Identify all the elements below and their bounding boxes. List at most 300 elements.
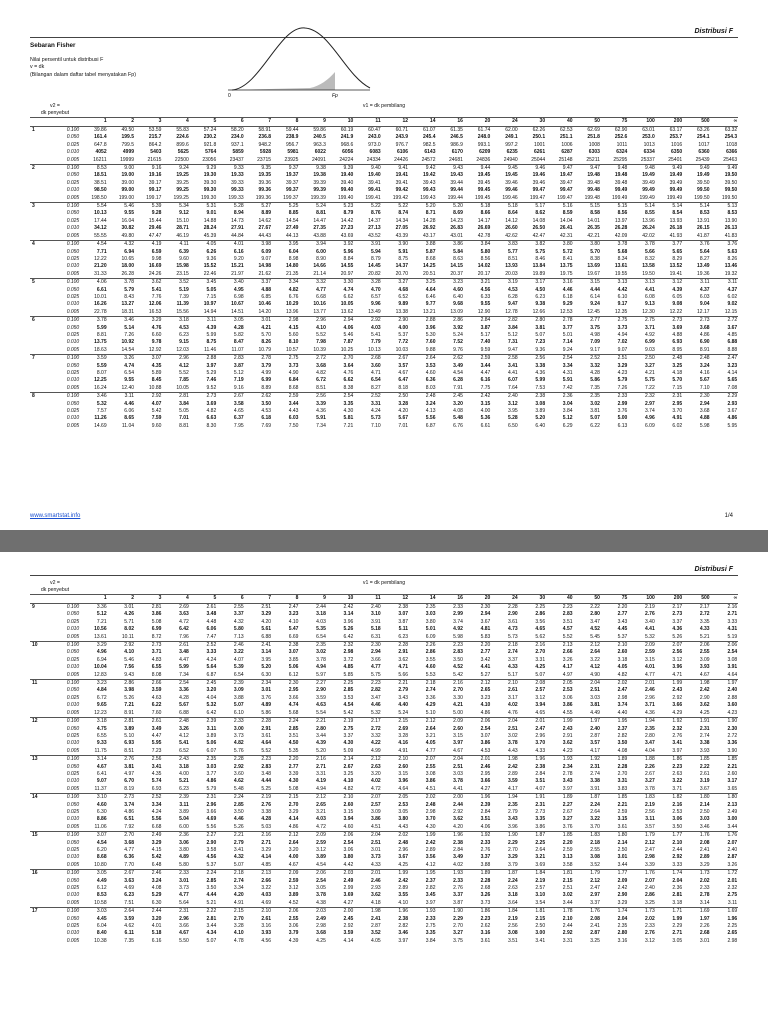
f-value: 10.25 [340, 346, 354, 353]
f-value: 2.22 [699, 763, 710, 770]
f-value: 3.10 [535, 892, 546, 899]
f-value: 62.26 [532, 127, 546, 133]
f-value: 2.40 [727, 847, 738, 853]
f-value: 13.84 [532, 263, 546, 270]
f-value: 3.62 [370, 892, 381, 899]
f-value: 2.69 [179, 604, 189, 610]
p-value: 0.050 [66, 210, 80, 217]
curve-zero-label: 0 [228, 93, 231, 99]
f-value: 799.5 [121, 141, 135, 148]
f-value: 3.49 [453, 362, 463, 369]
f-value: 10.03 [395, 346, 409, 353]
f-value: 38.51 [94, 179, 107, 186]
f-value: 23715 [257, 156, 272, 163]
f-value: 10.79 [258, 346, 272, 353]
f-value: 5.29 [206, 370, 217, 376]
f-value: 7.85 [179, 377, 189, 384]
table-row [30, 702, 738, 709]
df-blank [30, 672, 42, 680]
f-value: 2.63 [672, 770, 683, 777]
df-blank [30, 702, 42, 709]
f-value: 2.41 [370, 915, 381, 922]
table-row [30, 816, 738, 823]
f-value: 9.33 [96, 740, 107, 747]
p-value: 0.100 [42, 203, 80, 211]
f-value: 14.94 [203, 308, 217, 315]
f-value: 8.86 [96, 816, 107, 823]
f-value: 43.17 [422, 232, 436, 239]
header-rule [30, 37, 738, 38]
f-value: 2.30 [480, 604, 491, 610]
f-value: 5.70 [590, 248, 600, 255]
p-value: 0.025 [66, 370, 80, 376]
header-row [30, 595, 738, 604]
f-value: 3.70 [590, 823, 600, 830]
f-value: 2.56 [507, 923, 518, 930]
f-value: 199.33 [228, 194, 244, 201]
f-value: 4.88 [261, 286, 272, 293]
f-value: 937.1 [231, 141, 244, 148]
p-value: 0.005 [66, 194, 80, 201]
f-value: 5.67 [699, 377, 710, 384]
f-value: 8.64 [507, 210, 518, 217]
f-value: 3.14 [80, 756, 107, 764]
f-value: 4.32 [233, 854, 244, 861]
f-value: 8.45 [151, 377, 162, 384]
column-header: 200 [656, 595, 683, 604]
f-value: 3.07 [80, 832, 107, 840]
p-value: 0.010 [66, 702, 80, 709]
f-value: 2.70 [507, 847, 518, 853]
p-value: 0.050 [66, 725, 80, 732]
f-value: 2.65 [480, 687, 491, 694]
f-value: 2.51 [601, 355, 628, 363]
f-value: 19.48 [587, 172, 600, 179]
p-value: 0.100 [42, 241, 80, 249]
f-value: 982.5 [422, 141, 436, 148]
f-value: 3.36 [179, 687, 189, 694]
f-value: 8.84 [343, 255, 354, 262]
f-value: 9.49 [710, 165, 738, 173]
f-value: 10.13 [368, 346, 381, 353]
f-value: 24940 [503, 156, 518, 163]
f-value: 6.09 [261, 248, 272, 255]
f-value: 2.73 [107, 794, 134, 802]
f-value: 6.00 [316, 248, 326, 255]
f-value: 47.47 [148, 232, 162, 239]
f-value: 5.34 [162, 203, 189, 211]
f-value: 4.38 [316, 899, 326, 906]
f-value: 8.30 [206, 422, 217, 429]
table-row [30, 233, 738, 241]
f-value: 4.69 [124, 885, 135, 892]
f-value: 5.76 [233, 747, 244, 754]
f-value: 1.98 [354, 908, 381, 916]
f-value: 3.11 [683, 279, 710, 287]
f-value: 2.41 [590, 923, 600, 930]
f-value: 5.99 [179, 664, 189, 671]
f-value: 28.24 [203, 225, 217, 232]
f-value: 3.34 [233, 885, 244, 892]
df-blank [30, 626, 42, 633]
f-value: 2.85 [233, 801, 244, 808]
f-value: 26.15 [697, 225, 710, 232]
f-value: 3.26 [562, 656, 573, 663]
f-value: 14.17 [477, 217, 491, 224]
f-value: 2.57 [535, 687, 546, 694]
column-header: 24 [491, 595, 518, 604]
df-blank [30, 287, 42, 294]
f-value: 4.25 [316, 937, 326, 944]
p-value: 0.010 [66, 626, 80, 633]
f-value: 2.86 [436, 317, 463, 325]
f-value: 1.81 [519, 908, 546, 916]
table-row [30, 756, 738, 764]
df-blank [30, 809, 42, 816]
f-value: 5.52 [261, 747, 272, 754]
f-value: 2.56 [135, 756, 162, 764]
f-value: 4.95 [233, 286, 244, 293]
f-value: 224.6 [176, 134, 189, 141]
f-value: 3.19 [699, 778, 710, 785]
f-value: 16211 [93, 156, 107, 163]
f-value: 11.26 [94, 415, 107, 422]
f-value: 4.08 [617, 747, 628, 754]
f-value: 4.76 [151, 324, 162, 331]
column-header: 3 [135, 118, 162, 127]
df-blank [30, 619, 42, 626]
f-value: 3.81 [124, 763, 135, 770]
f-value: 1.85 [546, 832, 573, 840]
table-row [30, 664, 738, 671]
f-value: 6.03 [699, 293, 710, 300]
f-value: 199.50 [721, 194, 738, 201]
f-value: 5.05 [206, 286, 217, 293]
column-header: 4 [162, 595, 189, 604]
f-value: 3.61 [480, 937, 491, 944]
f-value: 3.98 [124, 687, 135, 694]
f-value: 5.89 [151, 370, 162, 376]
f-value: 5.70 [672, 377, 683, 384]
column-header: 16 [436, 118, 463, 127]
f-value: 4.57 [562, 626, 573, 633]
f-value: 9.45 [491, 165, 518, 173]
f-value: 3.08 [590, 854, 600, 861]
f-value: 8.51 [316, 384, 326, 391]
f-value: 6.57 [370, 293, 381, 300]
f-value: 7.64 [507, 384, 518, 391]
f-value: 2.32 [327, 642, 354, 650]
f-value: 9.29 [562, 301, 573, 308]
f-value: 2.83 [453, 649, 463, 656]
f-value: 99.25 [176, 187, 189, 194]
f-value: 2.32 [727, 885, 738, 892]
f-value: 7.14 [562, 339, 573, 346]
f-value: 2.10 [327, 794, 354, 802]
f-value: 8.53 [96, 892, 107, 899]
f-value: 2.18 [491, 642, 518, 650]
f-value: 14.80 [285, 263, 299, 270]
f-value: 3.40 [217, 279, 244, 287]
f-value: 2.48 [425, 801, 436, 808]
f-value: 12.92 [148, 346, 162, 353]
f-value: 2.16 [672, 801, 683, 808]
f-value: 4.75 [96, 725, 107, 732]
f-value: 2.44 [316, 604, 326, 610]
f-value: 2.76 [480, 847, 491, 853]
f-value: 2.42 [398, 877, 409, 884]
f-value: 8.75 [206, 339, 217, 346]
f-value: 5.99 [96, 324, 107, 331]
f-value: 2.64 [409, 355, 436, 363]
df-blank [30, 363, 42, 370]
f-value: 4.44 [206, 892, 217, 899]
f-value: 3.76 [261, 694, 272, 701]
f-value: 13.61 [94, 633, 107, 640]
f-value: 6.84 [288, 377, 299, 384]
f-value: 2.04 [672, 877, 683, 884]
f-value: 2.38 [453, 839, 463, 846]
f-value: 25148 [558, 156, 573, 163]
f-value: 3.01 [261, 687, 272, 694]
f-value: 7.91 [453, 384, 463, 391]
f-value: 5.68 [288, 709, 299, 716]
f-value: 2.43 [562, 725, 573, 732]
f-value: 18.31 [121, 308, 135, 315]
f-value: 1.91 [519, 794, 546, 802]
f-value: 8.91 [699, 346, 710, 353]
f-value: 4.42 [617, 286, 628, 293]
df-blank [30, 249, 42, 256]
f-value: 4.86 [288, 823, 299, 830]
f-value: 3.12 [645, 937, 655, 944]
df-blank [30, 263, 42, 270]
f-value: 9.12 [179, 210, 189, 217]
f-value: 10.58 [94, 899, 107, 906]
f-value: 5.20 [261, 664, 272, 671]
f-value: 2.55 [425, 763, 436, 770]
f-value: 4.16 [398, 740, 409, 747]
f-value: 2.51 [590, 687, 600, 694]
table-row [30, 649, 738, 656]
f-value: 2.83 [217, 355, 244, 363]
f-value: 9.39 [327, 165, 354, 173]
f-value: 1.99 [672, 915, 683, 922]
f-value: 2.55 [288, 915, 299, 922]
f-value: 3.27 [645, 362, 655, 369]
f-value: 2.07 [656, 642, 683, 650]
f-value: 4.47 [151, 732, 162, 739]
f-value: 3.07 [398, 611, 409, 618]
f-value: 3.93 [699, 664, 710, 671]
p-value: 0.025 [66, 179, 80, 186]
f-value: 3.47 [370, 694, 381, 701]
f-value: 13.46 [724, 263, 738, 270]
f-value: 199.47 [529, 194, 546, 201]
desc-line: v = dk [30, 64, 45, 71]
f-value: 2.93 [727, 400, 738, 407]
f-value: 22500 [174, 156, 189, 163]
f-value: 3.74 [124, 801, 135, 808]
f-value: 4.83 [151, 656, 162, 663]
f-value: 2.16 [244, 832, 271, 840]
table-row [30, 172, 738, 179]
f-value: 5.91 [316, 415, 326, 422]
f-value: 2.73 [656, 317, 683, 325]
f-value: 6.98 [233, 293, 244, 300]
f-value: 2.88 [190, 355, 217, 363]
f-value: 16.26 [94, 301, 107, 308]
f-value: 3.27 [381, 279, 408, 287]
f-value: 14.73 [231, 217, 244, 224]
f-value: 2.33 [480, 839, 491, 846]
column-header: 3 [135, 595, 162, 604]
f-value: 4.51 [425, 785, 436, 792]
f-value: 2.54 [327, 393, 354, 401]
f-value: 1.77 [656, 832, 683, 840]
f-value: 2.29 [507, 839, 518, 846]
f-value: 3.01 [179, 877, 189, 884]
f-value: 3.46 [398, 930, 409, 937]
f-value: 5.12 [96, 611, 107, 618]
f-value: 3.96 [343, 618, 354, 625]
f-value: 55.55 [94, 232, 107, 239]
f-value: 5.14 [124, 324, 135, 331]
f-value: 4.31 [727, 626, 738, 633]
f-value: 2.27 [190, 832, 217, 840]
f-value: 2.75 [628, 317, 655, 325]
f-value: 2.40 [727, 687, 738, 694]
f-value: 1001 [533, 141, 546, 148]
f-value: 4.05 [190, 241, 217, 249]
f-value: 2.72 [299, 355, 326, 363]
f-value: 2.09 [272, 870, 299, 878]
f-value: 4.37 [727, 286, 738, 293]
p-value: 0.100 [42, 642, 80, 650]
p-value: 0.025 [66, 808, 80, 815]
f-value: 19.41 [669, 270, 683, 277]
f-value: 2.97 [590, 892, 600, 899]
f-value: 3.48 [179, 649, 189, 656]
f-value: 5.59 [96, 362, 107, 369]
f-value: 28.71 [176, 225, 189, 232]
f-value: 5.25 [272, 203, 299, 211]
p-value: 0.100 [66, 127, 80, 133]
f-value: 7.23 [535, 339, 546, 346]
f-value: 41.93 [669, 232, 683, 239]
f-value: 5.52 [179, 370, 189, 376]
table-row [30, 687, 738, 694]
f-value: 6.12 [288, 671, 299, 678]
f-value: 26.24 [642, 225, 655, 232]
f-value: 4.00 [288, 854, 299, 861]
f-value: 2.04 [354, 832, 381, 840]
f-value: 3.11 [107, 393, 134, 401]
f-value: 3.31 [562, 937, 573, 944]
f-value: 3.91 [354, 241, 381, 249]
f-value: 2.66 [135, 680, 162, 688]
f-value: 4.77 [124, 847, 135, 853]
f-value: 2.74 [590, 770, 600, 777]
f-value: 9.16 [233, 384, 244, 391]
f-value: 9.88 [425, 346, 436, 353]
f-value: 13.69 [587, 263, 600, 270]
f-value: 5.19 [727, 633, 738, 640]
f-value: 1.85 [683, 756, 710, 764]
f-value: 3.88 [233, 694, 244, 701]
f-value: 248.0 [477, 134, 491, 141]
f-value: 3.86 [425, 778, 436, 785]
f-value: 2.81 [206, 915, 217, 922]
f-value: 2.49 [135, 832, 162, 840]
p-value: 0.100 [42, 794, 80, 802]
f-value: 2.60 [398, 763, 409, 770]
f-value: 2.98 [425, 808, 436, 815]
footer-link[interactable]: www.smartstat.info [30, 513, 81, 519]
df-blank [30, 885, 42, 892]
p-value: 0.010 [66, 778, 80, 785]
f-value: 4.07 [233, 656, 244, 663]
f-value: 8.40 [96, 930, 107, 937]
f-value: 1.97 [699, 915, 710, 922]
f-value: 4.00 [398, 324, 409, 331]
p-value: 0.050 [66, 611, 80, 618]
f-value: 2.65 [316, 801, 326, 808]
f-value: 14.37 [368, 217, 381, 224]
f-value: 2.66 [562, 649, 573, 656]
page-number: 1/4 [724, 513, 733, 519]
f-value: 24224 [339, 156, 354, 163]
p-value: 0.050 [66, 877, 80, 884]
f-value: 5.18 [464, 203, 491, 211]
f-value: 3.89 [316, 854, 326, 861]
f-value: 2.55 [590, 847, 600, 853]
f-value: 3.51 [480, 816, 491, 823]
f-value: 8.63 [453, 255, 463, 262]
f-value: 2.90 [699, 694, 710, 701]
table-row [30, 938, 738, 945]
column-header: 20 [464, 118, 491, 127]
f-value: 4.21 [453, 702, 463, 709]
f-value: 4.28 [179, 694, 189, 701]
df-blank [30, 339, 42, 346]
f-value: 2.73 [135, 642, 162, 650]
f-value: 6.36 [124, 854, 135, 861]
f-value: 3.09 [699, 656, 710, 663]
f-value: 3.23 [436, 279, 463, 287]
f-value: 4.19 [135, 241, 162, 249]
table-row [30, 415, 738, 422]
f-value: 13.38 [395, 308, 409, 315]
column-header: 7 [244, 118, 271, 127]
f-value: 2.70 [535, 649, 546, 656]
f-value: 5.07 [206, 937, 217, 944]
f-value: 4.94 [316, 785, 326, 792]
f-value: 3.64 [343, 362, 354, 369]
f-value: 3.28 [354, 279, 381, 287]
f-value: 4.12 [179, 732, 189, 739]
f-value: 2.75 [343, 725, 354, 732]
f-value: 27.35 [313, 225, 326, 232]
df-label: 10 [30, 642, 42, 650]
section-title: Distribusi F [694, 28, 733, 35]
f-value: 6.76 [453, 422, 463, 429]
f-value: 2.76 [672, 732, 683, 739]
f-value: 4.91 [672, 415, 683, 422]
f-value: 7.34 [179, 671, 189, 678]
f-value: 6.11 [124, 930, 135, 937]
column-header: ∞ [710, 118, 738, 127]
